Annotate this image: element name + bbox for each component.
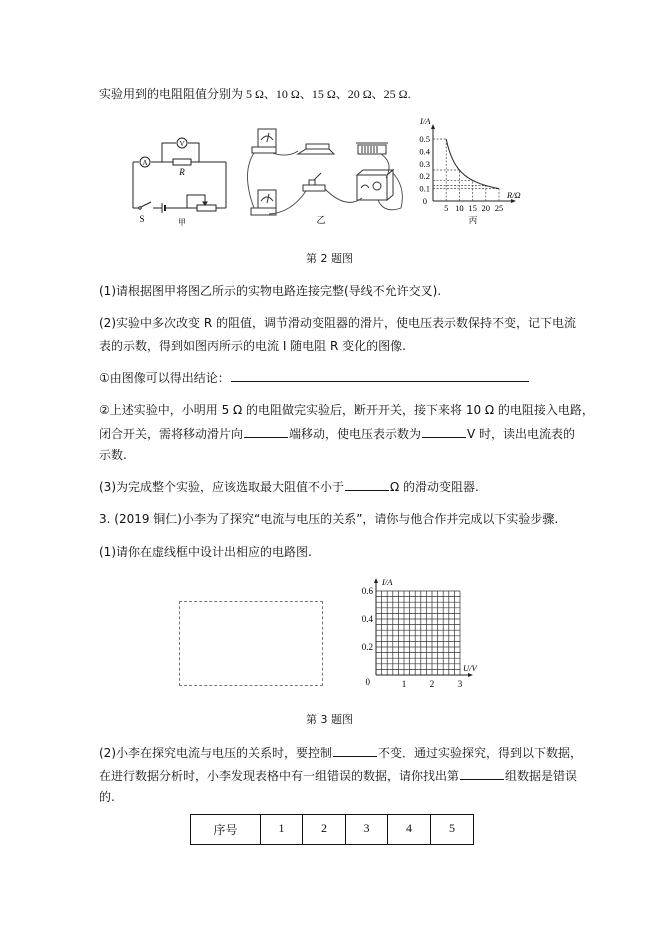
q2-part3-text-b: Ω 的滑动变阻器. [390,480,479,494]
q2-sub2-text-c: V 时，读出电流表的 [467,427,576,441]
max-resistance-blank[interactable] [345,478,389,491]
physical-circuit-yi [236,118,406,230]
q2-part2-line1: (2)实验中多次改变 R 的阻值，调节滑动变阻器的滑片，使电压表示数保持不变，记下电流 [99,316,576,330]
x-tick-label: 25 [494,203,504,213]
table-cell: 2 [303,815,346,845]
table-cell: 4 [388,815,431,845]
q3-part2-line2 [99,767,577,784]
intro-text: 实验用到的电阻阻值分别为 5 Ω、10 Ω、15 Ω、20 Ω、25 Ω. [99,87,411,101]
circuit-design-box[interactable] [179,601,323,686]
figure-caption-jia: 甲 [178,218,186,227]
voltmeter-label: V [179,140,185,148]
q2-sub2-line2 [99,425,575,442]
q2-sub2-text-a: 闭合开关，需将移动滑片向 [99,427,244,441]
table-cell: 1 [261,815,303,845]
x-axis-arrow [468,673,473,677]
voltmeter-device [258,129,276,147]
figure-2-caption: 第 2 题图 [306,252,353,265]
control-variable-blank[interactable] [333,744,377,757]
q3-part2-text-b: 不变．通过实验探究，得到以下数据， [378,746,583,760]
resistor-label: R [179,167,185,177]
voltage-blank[interactable] [422,425,466,438]
y-tick-label: 0.4 [361,614,373,624]
circuit-diagram-jia [120,118,240,228]
table-row [191,815,474,845]
figure-caption-yi: 乙 [316,216,326,226]
y-axis-label: I/A [420,116,431,126]
q3-part1: (1)请你在虚线框中设计出相应的电路图. [99,545,312,559]
rheostat-symbol [197,205,216,211]
q2-part3-text-a: (3)为完成整个实验，应该选取最大阻值不小于 [99,480,344,494]
y-tick-label: 0.6 [361,586,373,596]
resistor-symbol [173,159,191,165]
q3-part2-line1 [99,744,582,761]
table-cell: 3 [346,815,388,845]
wrong-group-blank[interactable] [460,767,504,780]
origin-label: 0 [422,196,427,206]
ammeter-device [258,190,276,208]
y-tick-label: 0.3 [419,158,430,169]
q2-sub2-text-b: 端移动，使电压表示数为 [289,427,422,441]
chart-caption: 丙 [468,216,478,226]
q2-sub2-line3: 示数. [99,448,127,462]
y-tick-label: 0.2 [419,171,430,182]
q3-title: 3. (2019 铜仁)小李为了探究“电流与电压的关系”，请你与他合作并完成以下实验步骤. [99,512,559,526]
y-axis-arrow [431,124,435,129]
y-axis-arrow [374,578,378,583]
x-tick-label: 15 [468,203,477,213]
ammeter-label: A [142,159,148,167]
x-tick-label: 20 [481,203,491,213]
origin-label: 0 [365,677,370,687]
switch-device [303,185,325,191]
x-axis-label: R/Ω [507,190,521,200]
q2-sub2-line1: ②上述实验中，小明用 5 Ω 的电阻做完实验后，断开开关，接下来将 10 Ω 的电阻接入电路， [99,403,594,417]
q2-sub1-label: ①由图像可以得出结论： [99,371,230,385]
y-axis-label: I/A [382,577,393,587]
q3-part2-text-d: 组数据是错误 [505,769,578,783]
x-tick-label: 2 [429,679,435,689]
chart-i-vs-r [405,113,545,231]
table-header-cell: 序号 [191,815,261,845]
x-tick-label: 10 [455,203,464,213]
table-cell: 5 [431,815,474,845]
y-tick-label: 0.1 [419,183,430,194]
x-axis-label: U/V [463,663,477,673]
switch-label: S [139,214,145,224]
x-tick-label: 1 [401,679,407,689]
q3-part2-line3: 的. [99,790,115,804]
q3-part2-text-a: (2)小李在探究电流与电压的关系时，要控制 [99,746,332,760]
y-tick-label: 0.2 [361,642,373,652]
conclusion-blank[interactable] [231,369,529,382]
q2-part3 [99,478,479,495]
x-tick-label: 3 [457,679,463,689]
q2-sub1 [99,369,530,386]
switch-symbol [141,202,151,207]
y-tick-label: 0.5 [419,134,430,144]
slider-direction-blank[interactable] [244,425,288,438]
data-curve [446,139,499,189]
q3-part2-text-c: 在进行数据分析时，小李发现表格中有一组错误的数据，请你找出第 [99,769,460,783]
q2-part1: (1)请根据图甲将图乙所示的实物电路连接完整(导线不允许交叉). [99,284,442,298]
y-tick-label: 0.4 [419,146,430,157]
figure-3-caption: 第 3 题图 [306,713,353,726]
x-tick-label: 5 [444,203,449,213]
data-table [190,814,474,845]
q2-part2-line2: 表的示数，得到如图丙所示的电流 I 随电阻 R 变化的图像. [99,339,406,353]
chart-i-vs-u-grid [340,577,480,692]
